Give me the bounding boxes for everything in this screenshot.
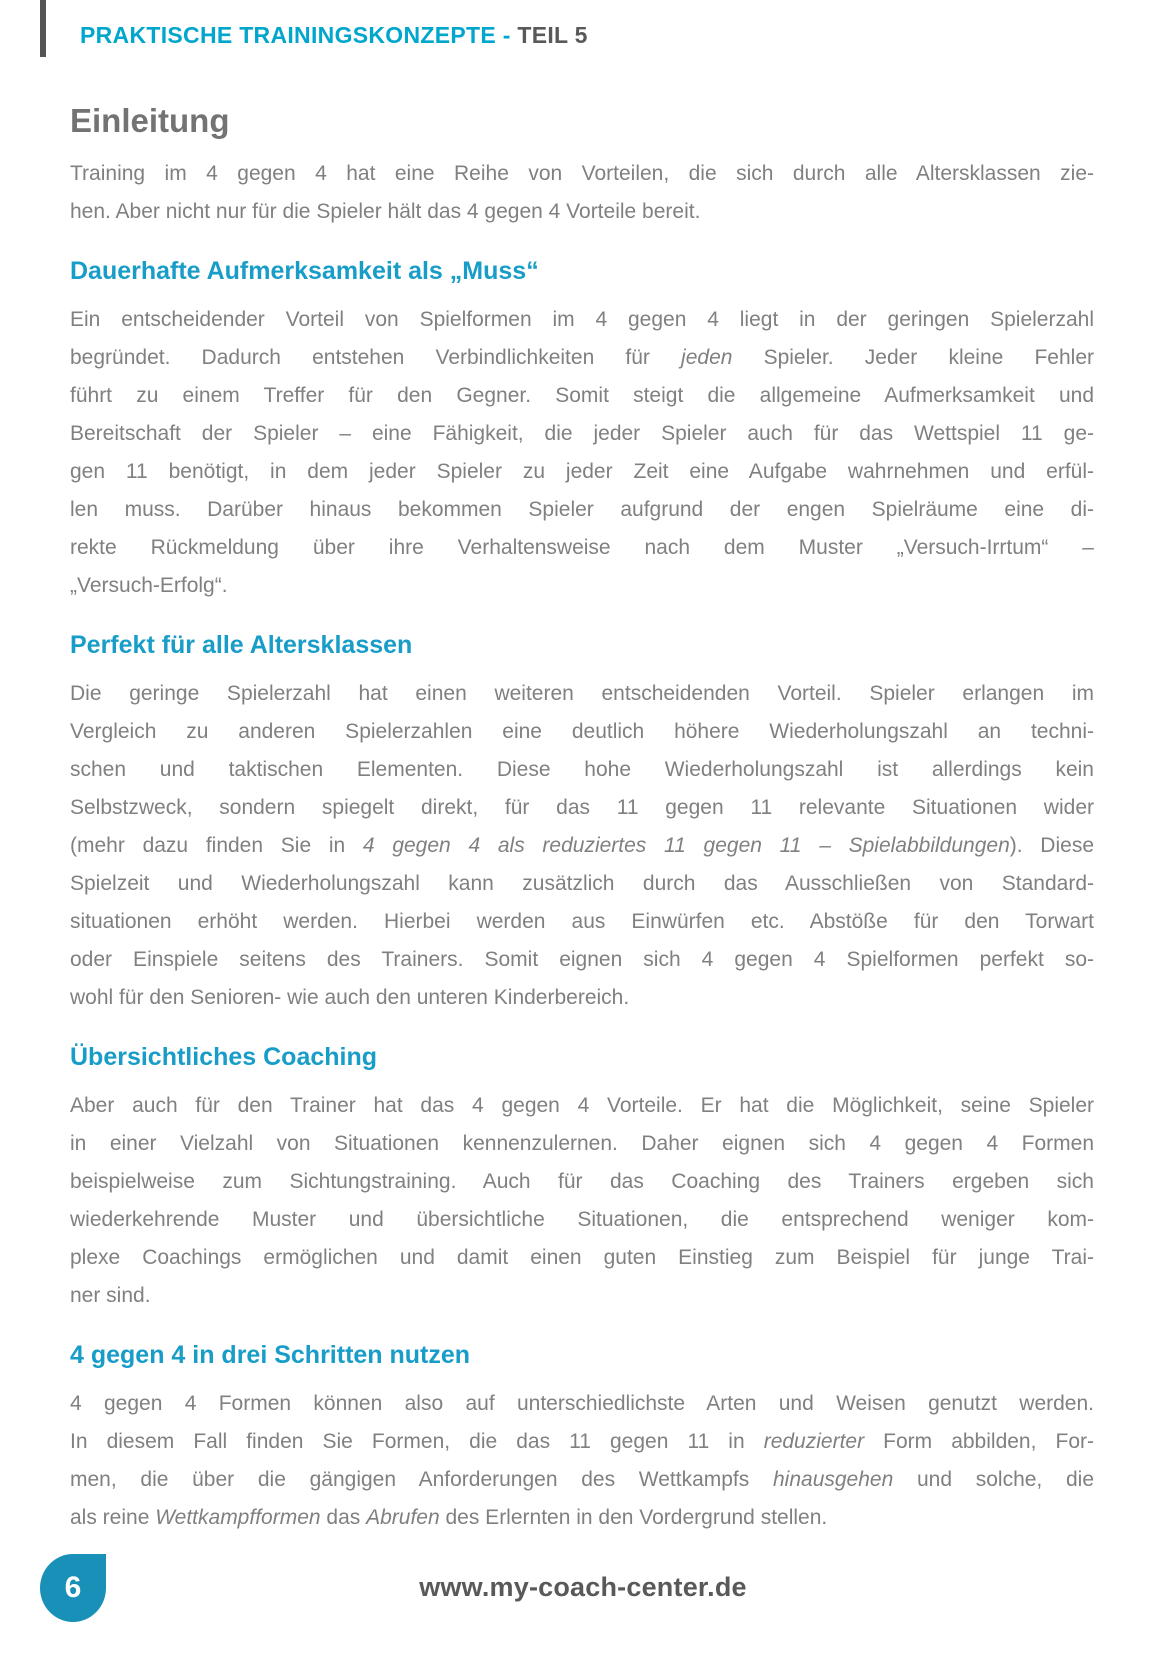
paragraph xyxy=(70,155,1094,231)
paragraph-line: In diesem Fall finden Sie Formen, die das 11 gegen 11 in reduzierter Form abbilden, For- xyxy=(70,1430,1094,1453)
paragraph-line: men, die über die gängigen Anforderungen des Wettkampfs hinausgehen und solche, die xyxy=(70,1468,1094,1491)
section-heading: Dauerhafte Aufmerksamkeit als „Muss“ xyxy=(70,257,539,285)
main-heading: Einleitung xyxy=(70,102,230,139)
header-title-suffix: TEIL 5 xyxy=(510,22,588,48)
section-heading: 4 gegen 4 in drei Schritten nutzen xyxy=(70,1341,471,1369)
paragraph xyxy=(70,675,1094,1017)
paragraph-line: beispielweise zum Sichtungstraining. Auch für das Coaching des Trainers ergeben sich xyxy=(70,1170,1094,1193)
paragraph xyxy=(70,1385,1094,1537)
paragraph-line: rekte Rückmeldung über ihre Verhaltensweise nach dem Muster „Versuch-Irrtum“ – xyxy=(70,536,1094,559)
paragraph-line: begründet. Dadurch entstehen Verbindlichkeiten für jeden Spieler. Jeder kleine Fehler xyxy=(70,346,1094,369)
paragraph xyxy=(70,301,1094,605)
paragraph-line: 4 gegen 4 Formen können also auf unterschiedlichste Arten und Weisen genutzt werden. xyxy=(70,1392,1094,1415)
paragraph-line: Ein entscheidender Vorteil von Spielformen im 4 gegen 4 liegt in der geringen Spielerzahl xyxy=(70,308,1094,331)
page-number: 6 xyxy=(64,1571,82,1604)
paragraph-line: Aber auch für den Trainer hat das 4 gegen 4 Vorteile. Er hat die Möglichkeit, seine Spieler xyxy=(70,1094,1094,1117)
paragraph-line: führt zu einem Treffer für den Gegner. Somit steigt die allgemeine Aufmerksamkeit und xyxy=(70,384,1094,407)
paragraph xyxy=(70,1087,1094,1315)
page-header xyxy=(70,0,1094,49)
paragraph-line: hen. Aber nicht nur für die Spieler hält das 4 gegen 4 Vorteile bereit. xyxy=(70,200,701,223)
document-body xyxy=(70,155,1094,1537)
page-footer xyxy=(0,1554,1166,1654)
paragraph-line: plexe Coachings ermöglichen und damit einen guten Einstieg zum Beispiel für junge Trai- xyxy=(70,1246,1094,1269)
paragraph-line: len muss. Darüber hinaus bekommen Spieler aufgrund der engen Spielräume eine di- xyxy=(70,498,1094,521)
paragraph-line: Vergleich zu anderen Spielerzahlen eine deutlich höhere Wiederholungszahl an techni- xyxy=(70,720,1094,743)
footer-website-link[interactable]: www.my-coach-center.de xyxy=(419,1572,747,1602)
paragraph-line: Training im 4 gegen 4 hat eine Reihe von Vorteilen, die sich durch alle Altersklassen zie- xyxy=(70,162,1094,185)
paragraph-line: schen und taktischen Elementen. Diese hohe Wiederholungszahl ist allerdings kein xyxy=(70,758,1094,781)
paragraph-line: oder Einspiele seitens des Trainers. Somit eignen sich 4 gegen 4 Spielformen perfekt so- xyxy=(70,948,1094,971)
paragraph-line: gen 11 benötigt, in dem jeder Spieler zu jeder Zeit eine Aufgabe wahrnehmen und erfül- xyxy=(70,460,1094,483)
paragraph-line: situationen erhöht werden. Hierbei werden aus Einwürfen etc. Abstöße für den Torwart xyxy=(70,910,1094,933)
paragraph-line: Selbstzweck, sondern spiegelt direkt, für das 11 gegen 11 relevante Situationen wider xyxy=(70,796,1094,819)
paragraph-line: Die geringe Spielerzahl hat einen weiteren entscheidenden Vorteil. Spieler erlangen im xyxy=(70,682,1094,705)
paragraph-line: ner sind. xyxy=(70,1284,151,1307)
paragraph-line: „Versuch-Erfolg“. xyxy=(70,574,228,597)
paragraph-line: in einer Vielzahl von Situationen kennenzulernen. Daher eignen sich 4 gegen 4 Formen xyxy=(70,1132,1094,1155)
section-heading: Übersichtliches Coaching xyxy=(70,1043,378,1071)
paragraph-line: (mehr dazu finden Sie in 4 gegen 4 als reduziertes 11 gegen 11 – Spielabbildungen). Diese xyxy=(70,834,1094,857)
left-accent-bar xyxy=(40,0,46,57)
paragraph-line: wohl für den Senioren- wie auch den unteren Kinderbereich. xyxy=(70,986,630,1009)
header-title-accent: PRAKTISCHE TRAININGSKONZEPTE - xyxy=(80,22,511,48)
paragraph-line: Bereitschaft der Spieler – eine Fähigkeit, die jeder Spieler auch für das Wettspiel 11 ge- xyxy=(70,422,1094,445)
paragraph-line: Spielzeit und Wiederholungszahl kann zusätzlich durch das Ausschließen von Standard- xyxy=(70,872,1094,895)
section-heading: Perfekt für alle Altersklassen xyxy=(70,631,413,659)
paragraph-line: wiederkehrende Muster und übersichtliche Situationen, die entsprechend weniger kom- xyxy=(70,1208,1094,1231)
paragraph-line: als reine Wettkampfformen das Abrufen des Erlernten in den Vordergrund stellen. xyxy=(70,1506,828,1529)
